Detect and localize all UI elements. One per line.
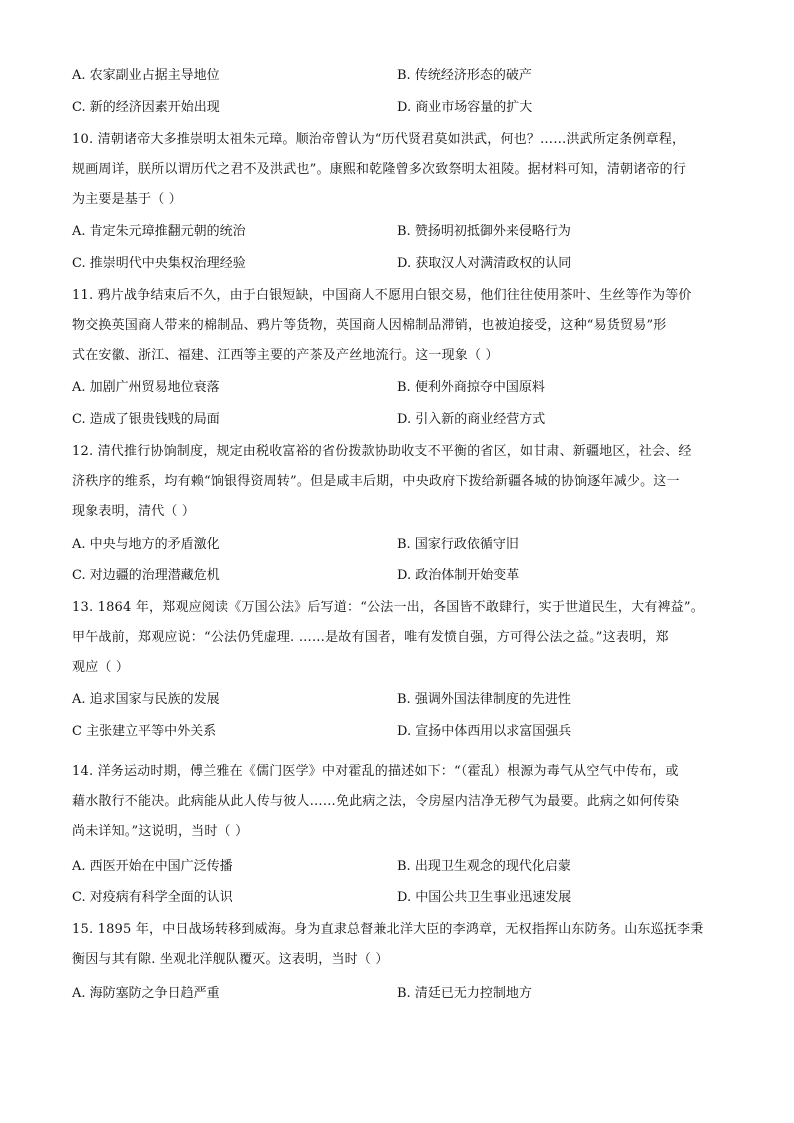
q12-option-d[interactable]: D. 政治体制开始变革 <box>397 568 520 583</box>
q15-options-row-1 <box>72 984 722 1004</box>
q13-stem-line-1: 13. 1864 年，郑观应阅读《万国公法》后写道：“公法一出，各国皆不敢肆行，实于世道民生，大有裨益”。 <box>72 600 704 615</box>
q10-option-d[interactable]: D. 获取汉人对满清政权的认同 <box>397 256 572 271</box>
q12-option-b[interactable]: B. 国家行政依循守旧 <box>397 537 519 552</box>
q11-stem-line-2: 物交换英国商人带来的棉制品、鸦片等货物，英国商人因棉制品滞销，也被迫接受，这种“易货贸易”形 <box>72 318 667 333</box>
q14-option-a[interactable]: A. 西医开始在中国广泛传播 <box>72 859 233 874</box>
q12-options-row-2 <box>72 566 722 586</box>
q12-stem-line-1: 12. 清代推行协饷制度，规定由税收富裕的省份拨款协助收支不平衡的省区，如甘肃、新疆地区，社会、经 <box>72 444 692 459</box>
q14-options-row-1 <box>72 857 722 877</box>
q15-stem-line-1: 15. 1895 年，中日战场转移到威海。身为直隶总督兼北洋大臣的李鸿章，无权指挥山东防务。山东巡抚李秉 <box>72 922 704 937</box>
q11-stem-line-3: 式在安徽、浙江、福建、江西等主要的产茶及产丝地流行。这一现象（ ） <box>72 348 499 363</box>
q14-options-row-2 <box>72 888 722 908</box>
q9-options-row-2 <box>72 98 722 118</box>
q10-stem-line-1: 10. 清朝诸帝大多推崇明太祖朱元璋。顺治帝曾认为“历代贤君莫如洪武，何也？……洪武所定条例章程， <box>72 132 686 147</box>
q13-options-row-1 <box>72 690 722 710</box>
q14-stem-line-2: 藉水散行不能决。此病能从此人传与彼人……免此病之法，令房屋内洁净无秽气为最要。此病之如何传染 <box>72 794 680 809</box>
q12-option-a[interactable]: A. 中央与地方的矛盾激化 <box>72 537 220 552</box>
q10-option-c[interactable]: C. 推崇明代中央集权治理经验 <box>72 256 246 271</box>
q11-stem-line-1: 11. 鸦片战争结束后不久，由于白银短缺，中国商人不愿用白银交易，他们往往使用茶叶、生丝等作为等价 <box>72 288 692 303</box>
q13-stem-line-2: 甲午战前，郑观应说：“公法仍凭虚理. ……是故有国者，唯有发愤自强，方可得公法之益。”这表明，郑 <box>72 630 669 645</box>
q14-option-c[interactable]: C. 对疫病有科学全面的认识 <box>72 890 233 905</box>
q10-options-row-2 <box>72 254 722 274</box>
q15-stem-line-2: 衡因与其有隙. 坐观北洋舰队覆灭。这表明，当时（ ） <box>72 952 389 967</box>
q9-options-row-1 <box>72 66 722 86</box>
q11-options-row-2 <box>72 410 722 430</box>
q14-stem-line-1: 14. 洋务运动时期，傅兰雅在《儒门医学》中对霍乱的描述如下：“（霍乱）根源为毒气从空气中传布，或 <box>72 764 679 779</box>
q14-stem-line-3: 尚未详知。”这说明，当时（ ） <box>72 824 249 839</box>
q10-options-row-1 <box>72 222 722 242</box>
q11-options-row-1 <box>72 378 722 398</box>
q12-options-row-1 <box>72 535 722 555</box>
q10-option-b[interactable]: B. 赞扬明初抵御外来侵略行为 <box>397 224 571 239</box>
q11-option-c[interactable]: C. 造成了银贵钱贱的局面 <box>72 412 220 427</box>
q13-option-d[interactable]: D. 宣扬中体西用以求富国强兵 <box>397 724 572 739</box>
q12-stem-line-3: 现象表明，清代（ ） <box>72 504 196 519</box>
q15-option-b[interactable]: B. 清廷已无力控制地方 <box>397 986 532 1001</box>
q9-option-d[interactable]: D. 商业市场容量的扩大 <box>397 100 533 115</box>
q10-stem-line-2: 规画周详，朕所以谓历代之君不及洪武也”。康熙和乾隆曾多次致祭明太祖陵。据材料可知，清朝诸帝的行 <box>72 162 687 177</box>
q13-stem-line-3: 观应（ ） <box>72 660 130 675</box>
q13-option-c[interactable]: C 主张建立平等中外关系 <box>72 724 217 739</box>
q13-option-a[interactable]: A. 追求国家与民族的发展 <box>72 692 220 707</box>
q14-option-b[interactable]: B. 出现卫生观念的现代化启蒙 <box>397 859 571 874</box>
q12-stem-line-2: 济秩序的维系，均有赖“饷银得资周转”。但是咸丰后期，中央政府下拨给新疆各城的协饷逐年减少。这一 <box>72 474 680 489</box>
q9-option-c[interactable]: C. 新的经济因素开始出现 <box>72 100 220 115</box>
q15-option-a[interactable]: A. 海防塞防之争日趋严重 <box>72 986 220 1001</box>
q10-stem-line-3: 为主要是基于（ ） <box>72 192 182 207</box>
q10-option-a[interactable]: A. 肯定朱元璋推翻元朝的统治 <box>72 224 246 239</box>
q13-options-row-2 <box>72 722 722 742</box>
q12-option-c[interactable]: C. 对边疆的治理潜藏危机 <box>72 568 220 583</box>
q13-option-b[interactable]: B. 强调外国法律制度的先进性 <box>397 692 571 707</box>
q11-option-d[interactable]: D. 引入新的商业经营方式 <box>397 412 546 427</box>
q14-option-d[interactable]: D. 中国公共卫生事业迅速发展 <box>397 890 572 905</box>
q11-option-b[interactable]: B. 便利外商掠夺中国原料 <box>397 380 545 395</box>
q9-option-a[interactable]: A. 农家副业占据主导地位 <box>72 68 220 83</box>
q9-option-b[interactable]: B. 传统经济形态的破产 <box>397 68 532 83</box>
q11-option-a[interactable]: A. 加剧广州贸易地位衰落 <box>72 380 220 395</box>
